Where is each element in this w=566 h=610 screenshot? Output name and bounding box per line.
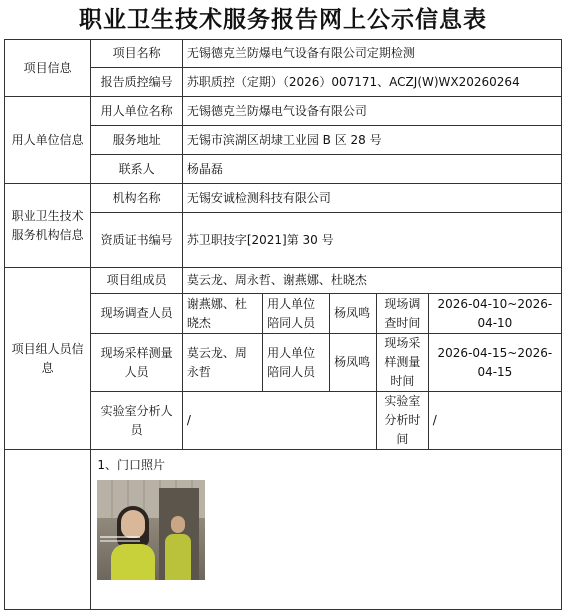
page-title: 职业卫生技术服务报告网上公示信息表: [79, 7, 487, 33]
project-name-label: 项目名称: [91, 40, 182, 68]
agency-name-label: 机构名称: [91, 184, 182, 213]
agency-name-row: [5, 184, 562, 213]
project-name-value: 无锡德克兰防爆电气设备有限公司定期检测: [182, 40, 561, 68]
survey-staff-label: 现场调查人员: [91, 294, 182, 334]
service-address-value: 无锡市滨湖区胡埭工业园 B 区 28 号: [182, 126, 561, 155]
sampling-staff-value: 莫云龙、周永哲: [182, 334, 262, 392]
contact-label: 联系人: [91, 155, 182, 184]
entrance-photo: [97, 480, 205, 580]
survey-time-value: 2026-04-10~2026-04-10: [428, 294, 561, 334]
contact-value: 杨晶磊: [182, 155, 561, 184]
team-members-label: 项目组成员: [91, 268, 182, 294]
sampling-time-value: 2026-04-15~2026-04-15: [428, 334, 561, 392]
survey-escort-value: 杨凤鸣: [330, 294, 377, 334]
team-members-value: 莫云龙、周永哲、谢燕娜、杜晓杰: [182, 268, 561, 294]
survey-escort-label: 用人单位陪同人员: [263, 294, 330, 334]
sampling-escort-value: 杨凤鸣: [330, 334, 377, 392]
agency-info-section-label: 职业卫生技术服务机构信息: [5, 184, 91, 268]
report-no-value: 苏职质控（定期）（2026）007171、ACZJ(W)WX20260264: [182, 68, 561, 97]
photo-person-back: [165, 516, 191, 580]
employer-name-label: 用人单位名称: [91, 97, 182, 126]
team-members-row: [5, 268, 562, 294]
agency-name-value: 无锡安诚检测科技有限公司: [182, 184, 561, 213]
project-name-row: [5, 40, 562, 68]
cert-no-label: 资质证书编号: [91, 213, 182, 268]
sampling-escort-label: 用人单位陪同人员: [263, 334, 330, 392]
photos-row: [5, 450, 562, 610]
sampling-staff-label: 现场采样测量人员: [91, 334, 182, 392]
photo-caption: 1、门口照片: [97, 458, 166, 472]
photos-cell: [91, 450, 562, 610]
photo-person-front: [111, 510, 155, 580]
project-info-section-label: 项目信息: [5, 40, 91, 97]
photos-left-cell: [5, 450, 91, 610]
lab-staff-value: /: [182, 392, 376, 450]
employer-info-section-label: 用人单位信息: [5, 97, 91, 184]
service-address-label: 服务地址: [91, 126, 182, 155]
cert-no-value: 苏卫职技字[2021]第 30 号: [182, 213, 561, 268]
sampling-time-label: 现场采样测量时间: [376, 334, 428, 392]
lab-time-label: 实验室分析时间: [376, 392, 428, 450]
employer-name-value: 无锡德克兰防爆电气设备有限公司: [182, 97, 561, 126]
employer-name-row: [5, 97, 562, 126]
survey-time-label: 现场调查时间: [376, 294, 428, 334]
disclosure-table: [4, 39, 562, 610]
lab-time-value: /: [428, 392, 561, 450]
photo-timestamp-watermark: [100, 536, 140, 538]
lab-staff-label: 实验室分析人员: [91, 392, 182, 450]
report-no-label: 报告质控编号: [91, 68, 182, 97]
survey-staff-value: 谢燕娜、杜晓杰: [182, 294, 262, 334]
team-info-section-label: 项目组人员信息: [5, 268, 91, 450]
